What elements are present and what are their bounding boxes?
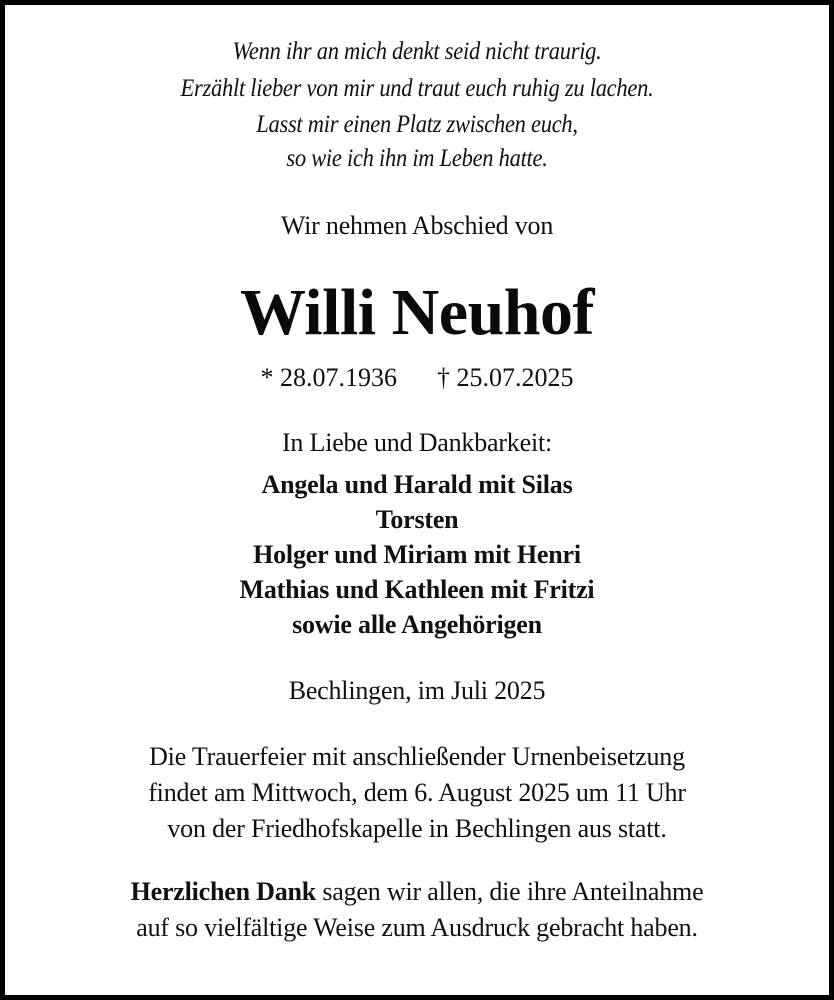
poem-line-2: Erzählt lieber von mir und traut euch ruhig zu lachen.	[180, 75, 654, 102]
mourner-line-2: Torsten	[375, 505, 459, 534]
mourner-line-4: Mathias und Kathleen mit Fritzi	[239, 575, 595, 604]
farewell-intro: Wir nehmen Abschied von	[280, 211, 554, 240]
ceremony-line-2: findet am Mittwoch, dem 6. August 2025 um 11 Uhr	[148, 778, 686, 807]
thanks-line-2: auf so vielfältige Weise zum Ausdruck gebracht haben.	[136, 913, 698, 942]
poem-line-4: so wie ich ihn im Leben hatte.	[286, 145, 548, 172]
birth-date: * 28.07.1936	[260, 363, 397, 392]
place-date: Bechlingen, im Juli 2025	[288, 676, 546, 705]
poem-line-1: Wenn ihr an mich denkt seid nicht traurig.	[232, 38, 602, 65]
thanks-text: sagen wir allen, die ihre Anteilnahme	[316, 877, 704, 906]
ceremony-line-1: Die Trauerfeier mit anschließender Urnenbeisetzung	[149, 742, 685, 771]
life-dates	[5, 363, 829, 393]
poem-line-3: Lasst mir einen Platz zwischen euch,	[256, 111, 578, 138]
mourner-line-3: Holger und Miriam mit Henri	[253, 540, 581, 569]
deceased-name: Willi Neuhof	[239, 276, 594, 349]
death-date: † 25.07.2025	[437, 363, 574, 392]
mourner-line-5: sowie alle Angehörigen	[292, 610, 542, 639]
mourner-line-1: Angela und Harald mit Silas	[261, 470, 573, 499]
ceremony-line-3: von der Friedhofskapelle in Bechlingen aus statt.	[167, 814, 667, 843]
thanks-heading: Herzlichen Dank	[130, 877, 317, 906]
thanks-line-1	[5, 877, 829, 907]
mourners-intro: In Liebe und Dankbarkeit:	[281, 428, 553, 457]
